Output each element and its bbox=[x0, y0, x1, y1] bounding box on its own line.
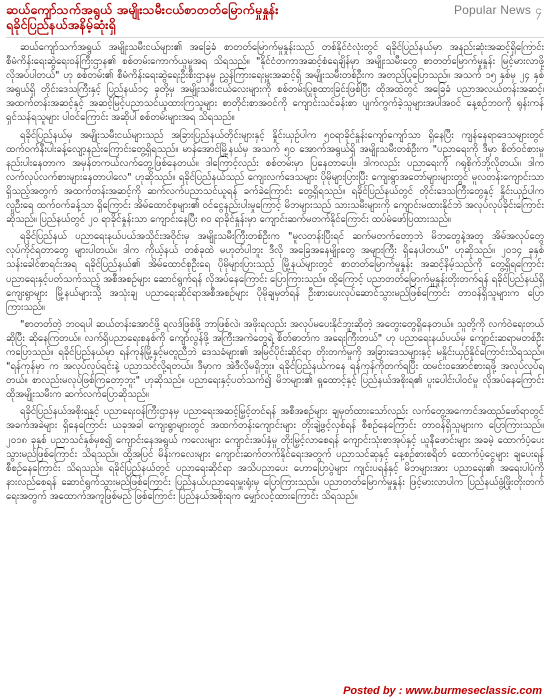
source-url-link[interactable]: www.burmeseclassic.com bbox=[405, 685, 542, 697]
article-paragraph-4: "စာတတ်တဲ့ ဘဝရပါ ဆယ်တန်းအောင်ဖို့ ရလဒ်ဖြစ်ဖို့ ဘာဖြစ်လဲ၊ အဖိုးရလည်း အလုပ်မပေးနိုင်ဘူးဆိုတဲ့ အတွေးတွေရှိနေတယ်။ သူတို့ကို လက်ဝဲရေးတယ်ဆိုပြီး ဆိုနေကြတယ်။ လက်ရှိပညာရေးစနစ်ကို ကျော်လွန်ဖို့ အကြီးအကဲတွေရဲ့ စိတ်ဓာတ်က အရေးကြီးတယ်" ဟု ပညာရေးနယ်ပယ်မှ ကျောင်းဆရာမတစ်ဦးကပြောသည်။ ရခိုင်ပြည်နယ်မှာ ရန်ကုန်မြို့နှင့်မတူညီဘဲ ဒေသခံများ၏ အမြင်ပိုင်းဆိုင်ရာ တိုးတက်မှုကို အခြားဒေသများနှင့် မနှိုင်းယှဉ်နိုင်ကြောင်းသိရသည်။ "ရန်ကုန်မှာ က အလုပ်လုပ်ရင်းနဲ့ ပညာသင်လို့ရတယ်။ ဒီမှာက အဲဒီလိုမရှိဘူး။ ရခိုင်ပြည်နယ်ကနေ ရန်ကုန်ကိုတက်ရပြီး ထမင်းဝအောင်စားရဖို့ အလုပ်လုပ်ရတယ်။ စာလည်းမလုပ်ဖြစ်ကြတော့ဘူး" ဟုဆိုသည်။ ပညာရေးနှင့်ပတ်သက်၍ မိဘများ၏ ရှုထောင့်နှင့် ပြည်နယ်အစိုးရ၏ ပူးပေါင်းပါဝင်မှု လိုအပ်နေကြောင်း ထိုအမျိုးသမီးက ဆက်လက်ပြောဆိုသည်။ bbox=[6, 318, 544, 401]
article-paragraph-1: ဆယ်ကျော်သက်အရွယ် အမျိုးသမီးငယ်များ၏ အခြေခံ စာတတ်မြောက်မှုနှုန်းသည် တစ်နိုင်ငံလုံးတွင် ရခိုင်ပြည်နယ်မှာ အနည်းဆုံးအဆင့်ရှိကြောင်း စီမံကိန်းရေးဆွဲရေးဝန်ကြီးဌာန၏ စစ်တမ်းကောက်ယူမှုအရ သိရသည်။ "နိုင်ငံတကာအဆင့်စံရေချိန်မှာ အမျိုးသမီးတွေ စာတတ်မြောက်မှုနှုန်း မြင့်မားလာဖို့ လိုအပ်ပါတယ်" ဟု စစ်တမ်း၏ စီမံကိန်းရေးဆွဲရေးဦးစီးဌာနမှ ညွှန်ကြားရေးမှူးအဆင့်ရှိ အမျိုးသမီးတစ်ဦးက အတည်ပြုပြောသည်။ အသက် ၁၅ နှစ်မှ ၂၄ နှစ်အရွယ်ရှိ တိုင်းဒေသကြီးနှင့် ပြည်နယ်၁၄ ခုတို့မှ အမျိုးသမီးငယ်လေးများကို စစ်တမ်းပြုစုထားခြင်းဖြစ်ပြီး ထိုအထဲတွင် အခြေခံ ပညာအလယ်တန်းအဆင့်၊ အထက်တန်းအဆင့်နှင့် အဆင့်မြင့်ပညာသင်ယူထားကြသူများ စာတိုင်းစာအဝင်ကို ကျောင်းသင်ခန်းစာ ပျက်ကွက်ခဲ့သူများအပါအဝင် နေ့စဉ်ဘဝကို ရုန်းကန်ရှင်သန်ရသူများ ပါဝင်ကြောင်း အဆိုပါ စစ်တမ်းများအရ သိရသည်။ bbox=[6, 42, 544, 124]
section-label bbox=[454, 2, 542, 20]
header-divider bbox=[6, 37, 544, 38]
article-paragraph-3: ရခိုင်ပြည်နယ် ပညာရေးနယ်ပယ်အသိုင်းအဝိုင်းမှ အမျိုးသမီးကြီးတစ်ဦးက "မူလတန်းပြီးရင် ဆက်မတက်တော့ဘဲ မိဘတွေနဲ့အတူ အိမ်အလုပ်တွေ လုပ်ကိုင်ရတာတွေ များပါတယ်။ ဒါက ကိုယ့်နယ် တစ်ခုထဲ မဟုတ်ပါဘူး ဒီလို အခြေအနေမျိုးတွေ အများကြီး ရှိနေပါတယ်" ဟုဆိုသည်။ ၂၀၁၄ ခုနှစ် သန်းခေါင်စာရင်းအရ ရခိုင်ပြည်နယ်၏ အိမ်ထောင်စုဦးရေ ပိုမိုများပြားသည့် မြို့နယ်များတွင် စာတတ်မြောက်မှုနှုန်း အဆင့်နိမ့်သည်ကို တွေ့ရှိရကြောင်း ပညာရေးနှင့်ပတ်သက်သည့် အစီအစဉ်များ ဆောင်ရွက်ရန် လိုအပ်နေကြောင်း ပြောကြားသည်။ ထို့ကြောင့် ပညာတတ်မြောက်မှုနှုန်းတိုးတက်ရန် ရခိုင်ပြည်နယ်ရှိ ကျေးရွာများ မြို့နယ်များသို့ အသုံးချ ပညာရေးဆိုင်ရာအစီအစဉ်များ ပိုမိုချမှတ်ရန် ဦးစားပေးလုပ်ဆောင်သွားမည်ဖြစ်ကြောင်း တာဝန်ရှိသူများက ပြောကြားသည်။ bbox=[6, 231, 544, 313]
page-number: ၄ bbox=[535, 3, 542, 17]
headline-line-2: ရခိုင်ပြည်နယ်အနိမ့်ဆုံးရှိ bbox=[6, 17, 116, 32]
headline bbox=[6, 2, 426, 32]
article-header bbox=[0, 0, 550, 38]
posted-by-label: Posted by : bbox=[343, 685, 403, 697]
section-label-text: Popular News bbox=[453, 3, 532, 17]
headline-line-1: ဆယ်ကျော်သက်အရွယ် အမျိုးသမီးငယ်စာတတ်မြောက်မှုနှုန်း bbox=[6, 2, 279, 17]
article-paragraph-2: ရခိုင်ပြည်နယ်မှ အမျိုးသမီးငယ်များသည် အခြားပြည်နယ်တိုင်းများနှင့် နှိုင်းယှဉ်ပါက ၅၀ရာခိုင်နှုန်းကျော်ကျော်သာ ရှိနေပြီး ကျန်နေရာဒေသများတွင် ထက်ဝက်နီးပါးခန့်လျော့နည်းကြောင်းတွေ့ရှိရသည်။ မာန်အောင်မြို့နယ်မှ အသက် ၅၀ အောက်အရွယ်ရှိ အမျိုးသမီးတစ်ဦးက "ပညာရေးကို ဒီမှာ စိတ်ဝင်စားမှု နည်းပါးနေတာက အမှန်တကယ်လက်တွေ့ဖြစ်နေတယ်။ ဒါကြောင့်လည်း စစ်တမ်းမှာ ပြနေတာပေါ့။ ဒါကလည်း ပညာရေးကို ဂရုစိုက်ဘို့လိုတယ်။ ဒါက လက်လုပ်လက်စားများနေတာပါလေ" ဟုဆိုသည်။ ရခိုင်ပြည်နယ်သည် ကျေးလက်ဒေသများ ပိုမိုများပြားပြီး ကျေးရွာအတော်များများတွင် မူလတန်းကျောင်းသာ ရှိသည့်အတွက် အထက်တန်းအဆင့်ကို ဆက်လက်ပညာသင်ယူရန် ခက်ခဲကြောင်း တွေ့ရှိရသည်။ ရခိုင်ပြည်နယ်တွင် တိုင်းဒေသကြီးတွေနှင့် နှိုင်းယှဉ်ပါက လူဦးရေ ထက်ဝက်ခန့်သာ ရှိကြောင်း အိမ်ထောင်စုများ၏ ဝင်ငွေနည်းပါးမှုကြောင့် မိဘများသည် သားသမီးများကို ကျောင်းမထားနိုင်ဘဲ အလုပ်လုပ်ခိုင်းကြောင်း ဆိုသည်။ ပြည်နယ်တွင် ၂၀ ရာခိုင်နှုန်းသာ ကျောင်းနေပြီး ၈၀ ရာခိုင်နှုန်းမှာ ကျောင်းဆက်မတက်နိုင်ကြောင်း ထပ်မံဖော်ပြထားသည်။ bbox=[6, 129, 544, 226]
article-paragraph-5: ရခိုင်ပြည်နယ်အစိုးရနှင့် ပညာရေးဝန်ကြီးဌာနမှ ပညာရေးအဆင့်မြှင့်တင်ရန် အစီအစဉ်များ ချမှတ်ထားသော်လည်း လက်တွေ့အကောင်အထည်ဖော်ရာတွင် အခက်အခဲများ ရှိနေကြောင်း ယခုအခါ ကျေးရွာများတွင် အထက်တန်းကျောင်းများ တိုးချဲ့ဖွင့်လှစ်ရန် စီစဉ်နေကြောင်း တာဝန်ရှိသူများက ပြောကြားသည်။ ၂၀၁၈ ခုနှစ် ပညာသင်နှစ်မှစ၍ ကျောင်းနေအရွယ် ကလေးများ ကျောင်းအပ်နှံမှု တိုးမြှင့်လာစေရန် ကျောင်းသုံးစာအုပ်နှင့် ယူနီဖောင်းများ အခမဲ့ ထောက်ပံ့ပေးသွားမည်ဖြစ်ကြောင်း သိရသည်။ ထို့အပြင် မိန်းကလေးများ ကျောင်းဆက်တက်နိုင်ရေးအတွက် ပညာသင်ဆုနှင့် နေ့စဉ်စားစရိတ် ထောက်ပံ့ငွေများ ချပေးရန် စီစဉ်နေကြောင်း သိရသည်။ ရခိုင်ပြည်နယ်တွင် ပညာရေးဆိုင်ရာ အသိပညာပေး ဟောပြောပွဲများ ကျင်းပရန်နှင့် မိဘများအား ပညာရေး၏ အရေးပါပုံကို နားလည်စေရန် ဆောင်ရွက်သွားမည်ဖြစ်ကြောင်း ပြည်နယ်ပညာရေးမှူးရုံးမှ ပြောကြားသည်။ ပညာတတ်မြောက်မှုနှုန်း ဖြင့်မားလာပါက ပြည်နယ်ဖွံ့ဖြိုးတိုးတက်ရေးအတွက် အထောက်အကူဖြစ်မည် ဖြစ်ကြောင်း ပြည်နယ်အစိုးရက မျှော်လင့်ထားကြောင်း သိရသည်။ bbox=[6, 406, 544, 502]
article-body bbox=[6, 41, 544, 681]
posted-by-footer bbox=[337, 685, 542, 697]
